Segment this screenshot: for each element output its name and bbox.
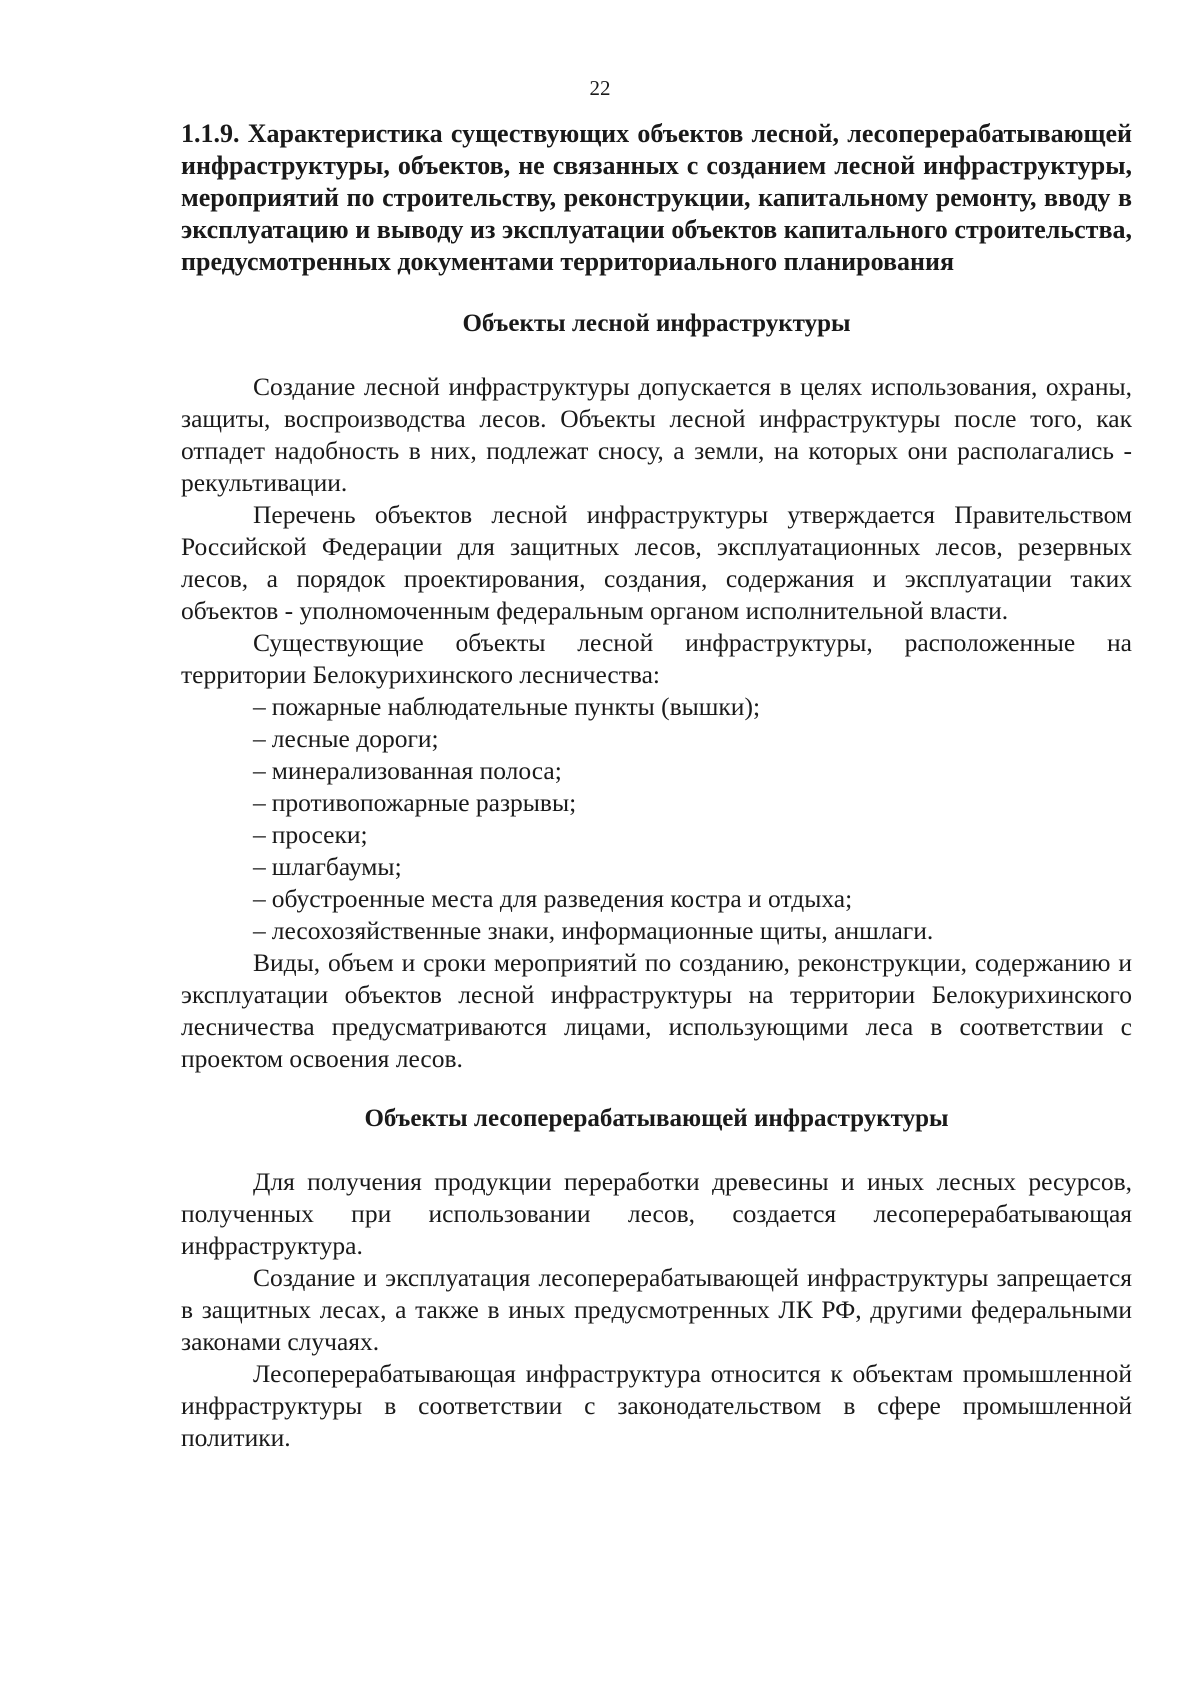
forest-infrastructure-title: Объекты лесной инфраструктуры [462,310,851,337]
list-item [181,883,1132,915]
list-item [181,723,1132,755]
list-item-text: шлагбаумы; [271,852,402,881]
wood-processing-paragraph-1: Для получения продукции переработки древесины и иных лесных ресурсов, полученных при использовании лесов, создается лесоперерабатывающая инфраструктура. [181,1167,1132,1260]
forest-infra-paragraph-4: Виды, объем и сроки мероприятий по созданию, реконструкции, содержанию и эксплуатации объектов лесной инфраструктуры на территории Белокурихинского лесничества предусматриваются лицами, использующими леса в соответствии с проектом освоения лесов. [181,948,1132,1073]
list-dash: – [253,820,266,849]
list-item-text: лесохозяйственные знаки, информационные щиты, аншлаги. [271,916,934,945]
list-item-text: противопожарные разрывы; [271,788,577,817]
forest-infra-paragraph-2: Перечень объектов лесной инфраструктуры утверждается Правительством Российской Федерации для защитных лесов, эксплуатационных лесов, резервных лесов, а порядок проектирования, создания, содержания и эксплуатации таких объектов - уполномоченным федеральным органом исполнительной власти. [181,500,1132,625]
list-item-text: минерализованная полоса; [271,756,562,785]
list-item-text: обустроенные места для разведения костра и отдыха; [271,884,853,913]
list-dash: – [253,692,266,721]
list-item [181,755,1132,787]
list-dash: – [253,788,266,817]
forest-infra-paragraph-3: Существующие объекты лесной инфраструктуры, расположенные на территории Белокурихинского лесничества: [181,628,1132,689]
wood-processing-paragraph-3: Лесоперерабатывающая инфраструктура относится к объектам промышленной инфраструктуры в соответствии с законодательством в сфере промышленной политики. [181,1359,1132,1452]
list-item [181,915,1132,947]
wood-processing-section [181,1166,1132,1454]
section-heading: 1.1.9. Характеристика существующих объектов лесной, лесоперерабатывающей инфраструктуры, объектов, не связанных с созданием лесной инфраструктуры, мероприятий по строительству, реконструкции, капитальному ремонту, вводу в эксплуатацию и выводу из эксплуатации объектов капитального строительства, предусмотренных документами территориального планирования [181,119,1132,276]
list-dash: – [253,852,266,881]
list-dash: – [253,724,266,753]
list-dash: – [253,756,266,785]
list-item-text: лесные дороги; [271,724,439,753]
forest-infrastructure-section [181,371,1132,1075]
list-item [181,851,1132,883]
page-number: 22 [589,76,611,100]
list-item [181,691,1132,723]
wood-processing-paragraph-2: Создание и эксплуатация лесоперерабатывающей инфраструктуры запрещается в защитных лесах, а также в иных предусмотренных ЛК РФ, другими федеральными законами случаях. [181,1263,1132,1356]
list-dash: – [253,916,266,945]
forest-infra-objects-list [181,691,1132,947]
forest-infra-paragraph-1: Создание лесной инфраструктуры допускается в целях использования, охраны, защиты, воспроизводства лесов. Объекты лесной инфраструктуры после того, как отпадет надобность в них, подлежат сносу, а земли, на которых они располагались - рекультивации. [181,372,1132,497]
list-item-text: пожарные наблюдательные пункты (вышки); [271,692,761,721]
list-item [181,787,1132,819]
list-item-text: просеки; [271,820,368,849]
list-dash: – [253,884,266,913]
wood-processing-title: Объекты лесоперерабатывающей инфраструктуры [364,1105,949,1132]
page-content [181,118,1132,1454]
list-item [181,819,1132,851]
